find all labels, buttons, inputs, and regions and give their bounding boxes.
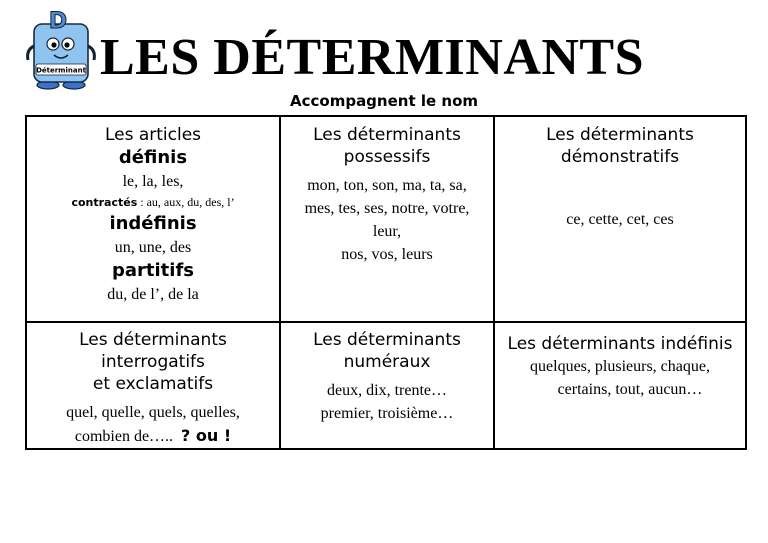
indefinis-line2: certains, tout, aucun… xyxy=(557,381,703,398)
svg-text:Déterminant: Déterminant xyxy=(36,66,86,75)
indefinis-title: indéfinis xyxy=(109,213,197,234)
indefinis-heading: Les déterminants indéfinis xyxy=(507,334,733,354)
possessifs-line1: mon, ton, son, ma, ta, sa, xyxy=(307,177,467,194)
demonstratifs-heading-line1: Les déterminants xyxy=(546,125,694,145)
contractes-label: contractés xyxy=(71,196,138,209)
determinants-table xyxy=(25,115,747,450)
partitifs-list: du, de l’, de la xyxy=(107,286,199,303)
svg-text:D: D xyxy=(48,9,68,34)
interrogatifs-marks: ? ou ! xyxy=(181,426,232,445)
page-subtitle: Accompagnent le nom xyxy=(290,92,478,110)
cell-numeraux xyxy=(280,322,494,449)
possessifs-heading-line1: Les déterminants xyxy=(313,125,461,145)
contractes-list: : au, aux, du, des, l’ xyxy=(137,195,235,209)
numeraux-line1: deux, dix, trente… xyxy=(327,382,447,399)
possessifs-line4: nos, vos, leurs xyxy=(341,246,433,263)
interrogatifs-heading-line2: et exclamatifs xyxy=(92,374,214,394)
indefinis-line1: quelques, plusieurs, chaque, xyxy=(530,358,710,375)
cell-demonstratifs xyxy=(494,116,746,322)
partitifs-title: partitifs xyxy=(111,260,194,281)
numeraux-line2: premier, troisième… xyxy=(320,405,454,422)
cell-interrogatifs xyxy=(26,322,280,449)
demonstratifs-heading-line2: démonstratifs xyxy=(560,147,680,167)
cell-articles xyxy=(26,116,280,322)
definis-title: définis xyxy=(118,147,188,168)
interrogatifs-heading-line1: Les déterminants interrogatifs xyxy=(79,330,227,372)
possessifs-heading-line2: possessifs xyxy=(343,147,431,167)
interrogatifs-line2-wrap xyxy=(27,424,279,448)
determinant-mascot-logo xyxy=(24,8,98,90)
definis-list: le, la, les, xyxy=(122,173,184,190)
articles-heading: Les articles xyxy=(104,125,202,145)
possessifs-line2: mes, tes, ses, notre, votre, xyxy=(304,200,470,217)
numeraux-heading-line2: numéraux xyxy=(343,352,431,372)
numeraux-heading-line1: Les déterminants xyxy=(313,330,461,350)
interrogatifs-line2: combien de….. xyxy=(74,428,174,445)
cell-possessifs xyxy=(280,116,494,322)
cell-indefinis xyxy=(494,322,746,449)
indefinis-list: un, une, des xyxy=(114,239,192,256)
page-title: LES DÉTERMINANTS xyxy=(100,29,645,86)
demonstratifs-line1: ce, cette, cet, ces xyxy=(566,211,674,228)
contractes-line xyxy=(27,193,279,212)
interrogatifs-line1: quel, quelle, quels, quelles, xyxy=(66,404,240,421)
possessifs-line3: leur, xyxy=(372,223,402,240)
